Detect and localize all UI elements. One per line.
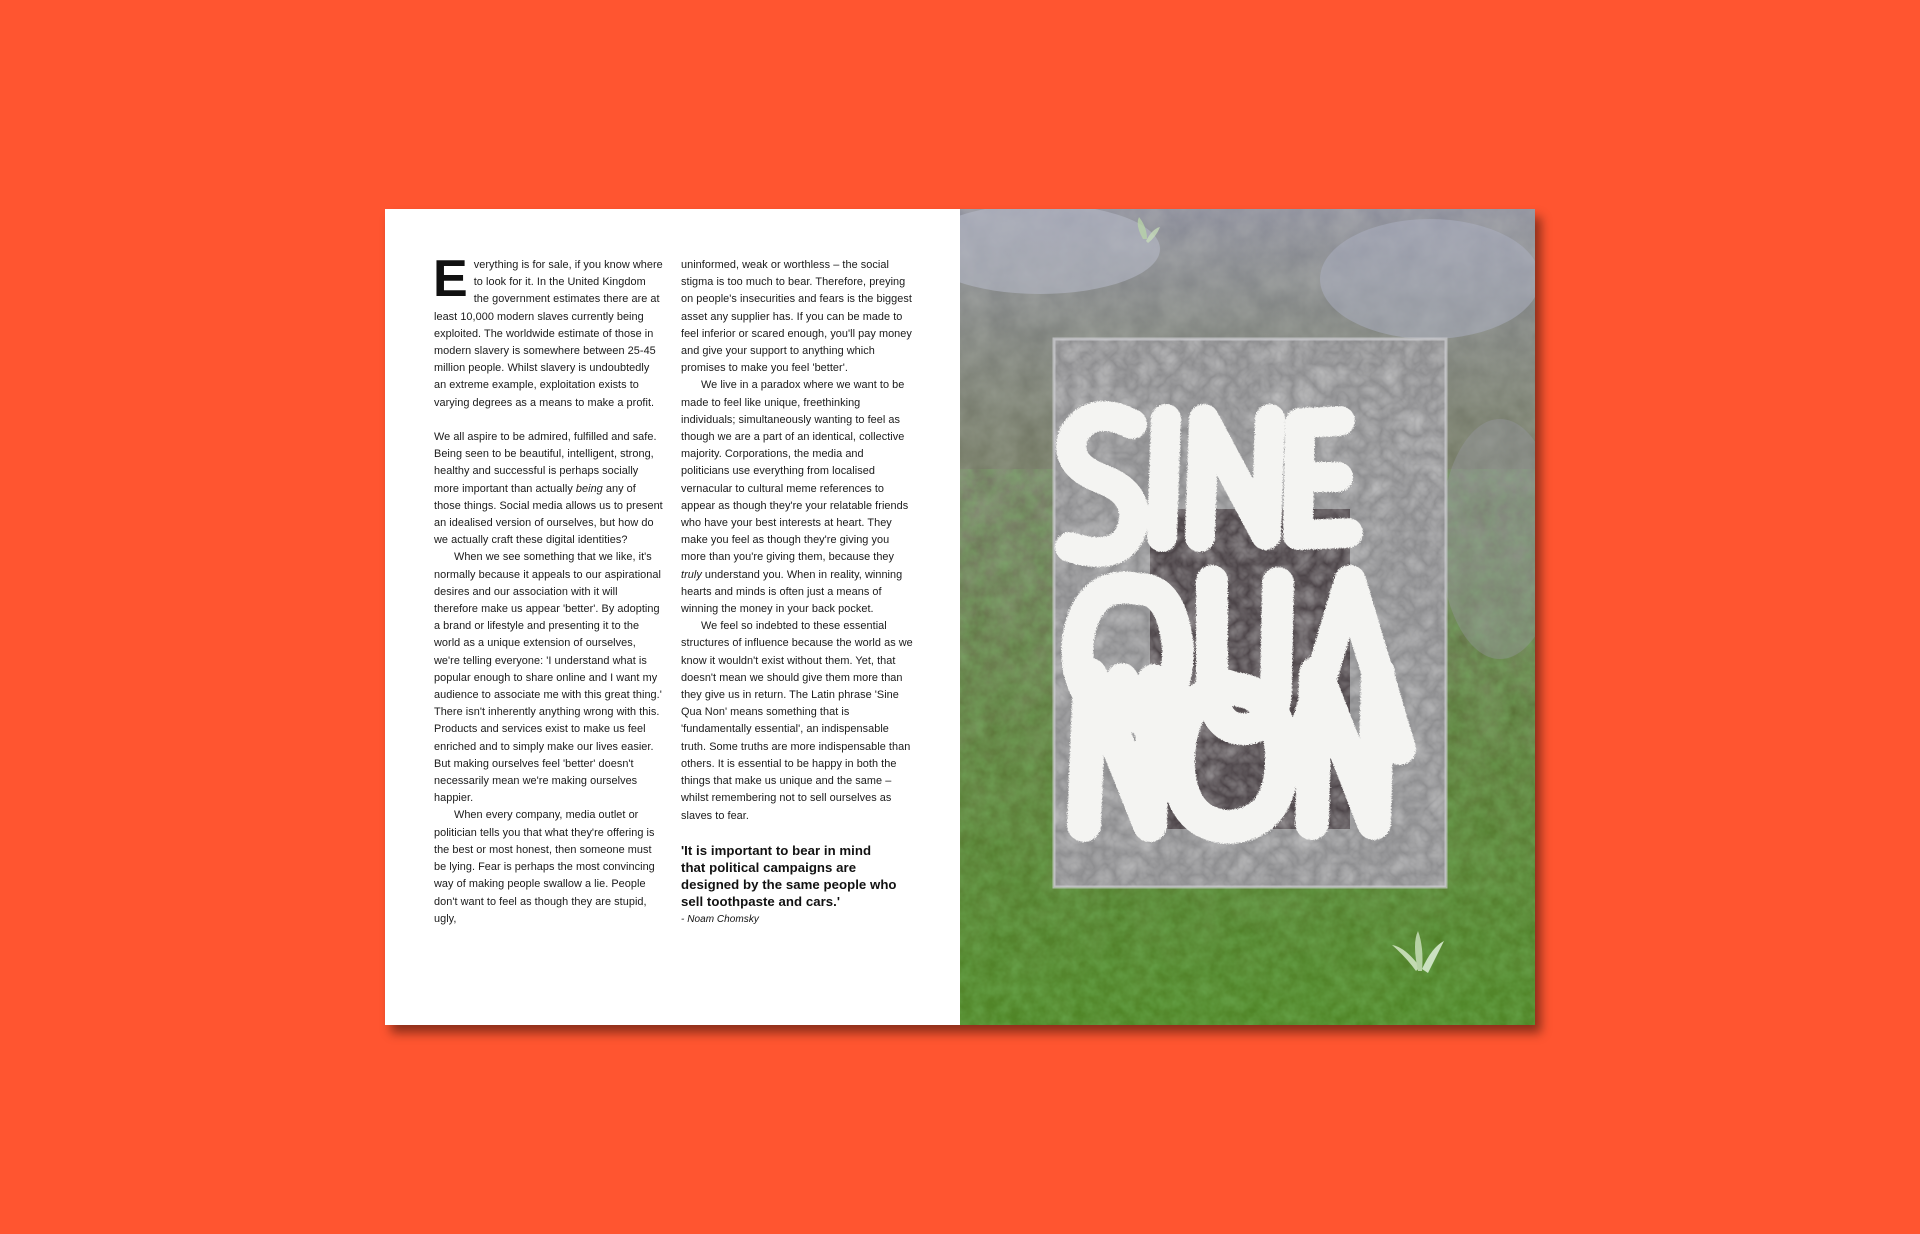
paragraph-text: any of those things. Social media allows us to present an idealised version of ourselves, but how do we actually craft these digital identities?: [434, 482, 663, 547]
emphasis-text: truly: [681, 568, 702, 581]
magazine-spread: [385, 209, 1535, 1025]
paragraph-text: understand you. When in reality, winning hearts and minds is often just a means of winning the money in your back pocket.: [681, 568, 903, 616]
letter-i: [1162, 419, 1166, 537]
paragraph-brand: When we see something that we like, it's normally because it appeals to our aspirational desires and our association with it will therefore make us appear 'better'. By adopting a brand or lifestyle and presenting it to the world as a unique extension of ourselves, we're telling everyone: 'I understand what is popular enough to share online and I want my audience to associate me with this great thing.' There isn't inherently anything wrong with this. Products and services exist to make us feel enriched and to simply make our lives easier. But making ourselves feel 'better' doesn't necessarily mean we're making ourselves happier.: [434, 551, 662, 805]
quote-author: - Noam Chomsky: [681, 913, 759, 925]
paint-drip: [1208, 673, 1238, 677]
article-column-1: [433, 250, 664, 928]
article-column-2: [681, 257, 913, 928]
drop-cap: E: [433, 250, 468, 308]
intro-text: verything is for sale, if you know where to look for it. In the United Kingdom the government estimates there are at least 10,000 modern slaves currently being exploited. The worldwide estimate of those in modern slavery is somewhere between 25-45 million people. Whilst slavery is undoubtedly an extreme example, exploitation exists to varying degrees as a means to make a profit.: [434, 259, 663, 409]
paragraph-stigma: uninformed, weak or worthless – the social stigma is too much to bear. Therefore, preying on people's insecurities and fears is the biggest asset any supplier has. If you can be made to feel inferior or scared enough, you'll pay money and give your support to anything which promises to make you feel 'better'.: [681, 259, 912, 375]
paragraph-text: We live in a paradox where we want to be made to feel like unique, freethinking individuals; simultaneously wanting to feel as though we are a part of an identical, collective majority. Corporations, the media and politicians use everything from localised vernacular to cultural meme references to appear as though they're your relatable friends who have your best interests at heart. They make you feel as though they're giving you more than you're giving them, because they: [681, 379, 909, 564]
pull-quote: 'It is important to bear in mind that political campaigns are designed by the same people who sell toothpaste and cars.': [681, 842, 897, 909]
text-page: [385, 209, 960, 1025]
artwork-page: [960, 209, 1535, 1025]
emphasis-text: being: [575, 482, 603, 495]
paragraph-paradox: [681, 377, 913, 618]
paragraph-text: We all aspire to be admired, fulfilled and safe. Being seen to be beautiful, intelligent, strong, healthy and successful is perhaps socially more important than actually: [434, 431, 657, 495]
plaster-patch: [1320, 219, 1535, 339]
paragraph-fear: When every company, media outlet or politician tells you that what they're offering is the best or most honest, then someone must be lying. Fear is perhaps the most convincing way of making people swallow a lie. People don't want to feel as though they are stupid, ugly,: [434, 809, 655, 925]
wall-photo: [960, 209, 1535, 1025]
paragraph-aspire: [434, 429, 664, 549]
paragraph-indebted: We feel so indebted to these essential structures of influence because the world as we know it wouldn't exist without them. Yet, that doesn't mean we should give them more than they give us in return. The Latin phrase 'Sine Qua Non' means something that is 'fundamentally essential', an indispensable truth. Some truths are more indispensable than others. It is essential to be happy in both the things that make us unique and the same – whilst remembering not to sell ourselves as slaves to fear.: [681, 620, 913, 822]
paragraph-intro: [433, 250, 664, 412]
